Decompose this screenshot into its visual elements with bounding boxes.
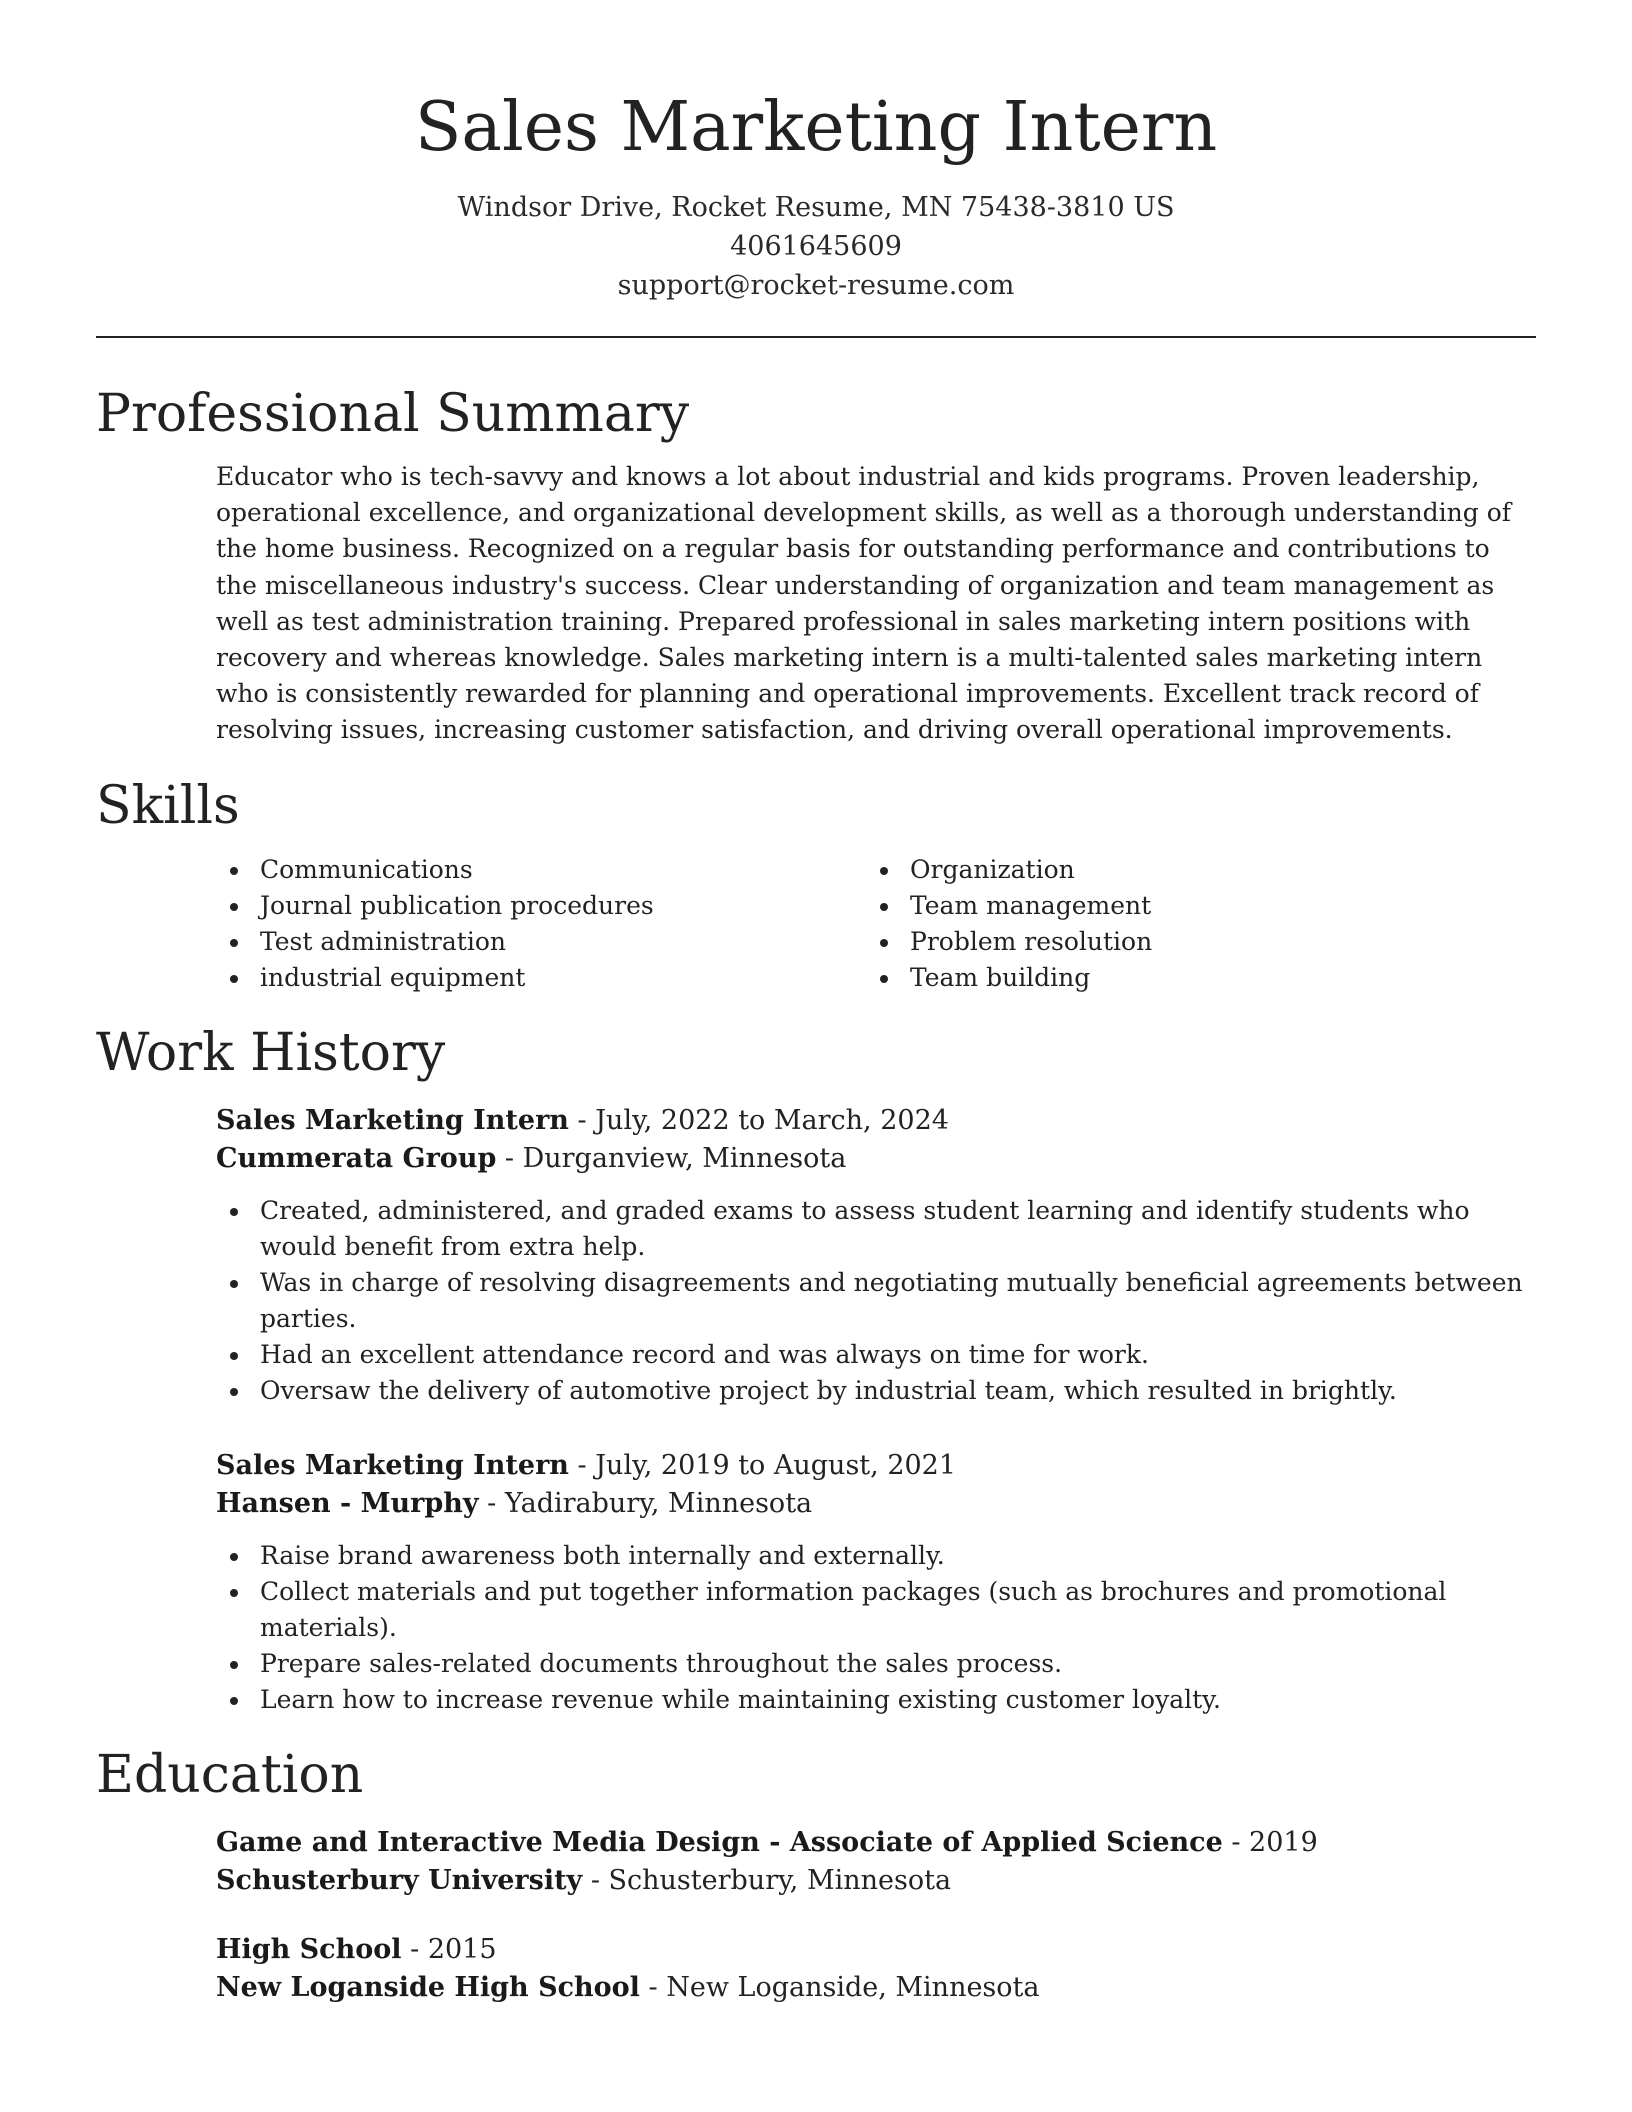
education-degree-line	[216, 1824, 1536, 1862]
job-company: Cummerata Group	[216, 1142, 497, 1174]
skill-item: Test administration	[216, 924, 866, 960]
duty-item: Learn how to increase revenue while maintaining existing customer loyalty.	[216, 1682, 1546, 1718]
education-entry	[216, 1931, 1536, 2007]
education-degree: High School	[216, 1933, 402, 1965]
duty-item: Was in charge of resolving disagreements and negotiating mutually beneficial agreements between parties.	[216, 1265, 1546, 1337]
contact-email: support@rocket-resume.com	[617, 270, 1015, 301]
contact-block	[96, 188, 1536, 305]
job-title-line	[216, 1102, 1536, 1140]
skill-item: Team management	[866, 888, 1516, 924]
job-duties	[216, 1538, 1546, 1718]
duty-item: Created, administered, and graded exams to assess student learning and identify students who would benefit from extra help.	[216, 1193, 1546, 1265]
work-history-title: Work History	[96, 1022, 446, 1083]
job-location: - Yadirabury, Minnesota	[478, 1487, 813, 1519]
duty-item: Raise brand awareness both internally and externally.	[216, 1538, 1546, 1574]
resume-header	[96, 0, 1536, 305]
education-location: - New Loganside, Minnesota	[639, 1971, 1040, 2003]
job-company-line	[216, 1485, 1536, 1523]
duty-item: Prepare sales-related documents throughout the sales process.	[216, 1646, 1546, 1682]
skills-title: Skills	[96, 775, 240, 836]
candidate-name: Sales Marketing Intern	[414, 88, 1218, 167]
skill-item: Communications	[216, 852, 866, 888]
skill-item: Journal publication procedures	[216, 888, 866, 924]
education-degree-line	[216, 1931, 1536, 1969]
job-company-line	[216, 1140, 1536, 1178]
education-year: - 2019	[1222, 1826, 1318, 1858]
skills-section	[96, 773, 1536, 996]
contact-phone: 4061645609	[730, 231, 902, 262]
skill-item: Problem resolution	[866, 924, 1516, 960]
duty-item: Collect materials and put together information packages (such as brochures and promotional materials).	[216, 1574, 1546, 1646]
job-company: Hansen - Murphy	[216, 1487, 479, 1519]
job-location: - Durganview, Minnesota	[496, 1142, 847, 1174]
education-year: - 2015	[401, 1933, 497, 1965]
skill-item: Team building	[866, 960, 1516, 996]
education-school: Schusterbury University	[216, 1864, 583, 1896]
contact-address: Windsor Drive, Rocket Resume, MN 75438-3810 US	[457, 192, 1175, 223]
education-school: New Loganside High School	[216, 1971, 640, 2003]
skills-column-right	[866, 852, 1516, 996]
duty-item: Oversaw the delivery of automotive project by industrial team, which resulted in brightly.	[216, 1373, 1546, 1409]
job-title-line	[216, 1447, 1536, 1485]
job-dates: - July, 2022 to March, 2024	[568, 1104, 949, 1136]
resume-page	[96, 0, 1536, 2112]
summary-title: Professional Summary	[96, 384, 690, 444]
job-duties	[216, 1193, 1546, 1409]
header-divider	[96, 336, 1536, 338]
job-role: Sales Marketing Intern	[216, 1104, 569, 1136]
work-history-section	[96, 1020, 1536, 1718]
skills-column-left	[216, 852, 866, 996]
skill-item: industrial equipment	[216, 960, 866, 996]
education-school-line	[216, 1969, 1536, 2007]
education-entry	[216, 1824, 1536, 1900]
skills-grid	[216, 852, 1536, 996]
summary-section	[96, 381, 1536, 749]
job-entry	[216, 1102, 1536, 1409]
education-title: Education	[96, 1744, 364, 1805]
education-section	[96, 1742, 1536, 2007]
skill-item: Organization	[866, 852, 1516, 888]
education-location: - Schusterbury, Minnesota	[582, 1864, 952, 1896]
job-role: Sales Marketing Intern	[216, 1449, 569, 1481]
summary-text: Educator who is tech-savvy and knows a lot about industrial and kids programs. Proven leadership, operational excellence, and organizational development skills, as well as a thorough understanding of the home business. Recognized on a regular basis for outstanding performance and contributions to the miscellaneous industry's success. Clear understanding of organization and team management as well as test administration training. Prepared professional in sales marketing intern positions with recovery and whereas knowledge. Sales marketing intern is a multi-talented sales marketing intern who is consistently rewarded for planning and operational improvements. Excellent track record of resolving issues, increasing customer satisfaction, and driving overall operational improvements.	[216, 462, 1512, 745]
education-degree: Game and Interactive Media Design - Associate of Applied Science	[216, 1826, 1223, 1858]
job-dates: - July, 2019 to August, 2021	[568, 1449, 957, 1481]
duty-item: Had an excellent attendance record and was always on time for work.	[216, 1337, 1546, 1373]
job-entry	[216, 1447, 1536, 1718]
education-school-line	[216, 1862, 1536, 1900]
